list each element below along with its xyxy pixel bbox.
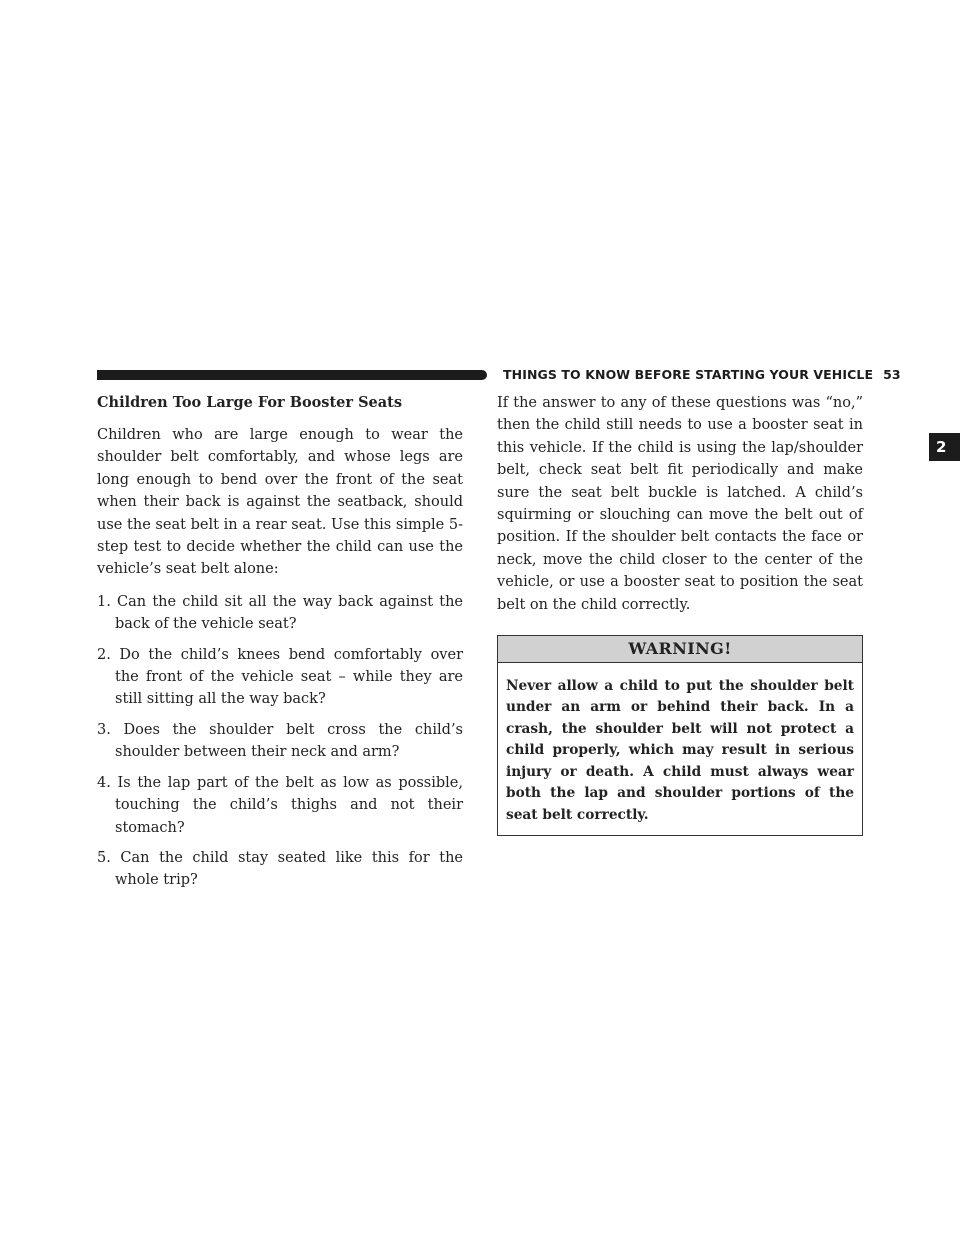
- list-item: 3. Does the shoulder belt cross the child’s shoulder between their neck and arm?: [97, 721, 463, 761]
- left-column: [97, 392, 463, 900]
- header-rule: [97, 370, 487, 380]
- running-header: [503, 366, 901, 384]
- warning-text: Never allow a child to put the shoulder belt under an arm or behind their back. In a crash, the shoulder belt will not protect a child properly, which may result in serious injury or death. A child must always wear both the lap and shoulder portions of the seat belt correctly.: [506, 678, 854, 823]
- section-heading: Children Too Large For Booster Seats: [97, 394, 403, 411]
- warning-title: WARNING!: [498, 636, 862, 663]
- list-item: 2. Do the child’s knees bend comfortably over the front of the vehicle seat – while they are still sitting all the way back?: [97, 646, 463, 708]
- warning-box: [497, 635, 863, 836]
- chapter-tab: 2: [929, 433, 960, 461]
- intro-paragraph: Children who are large enough to wear the shoulder belt comfortably, and whose legs are long enough to bend over the front of the seat when their back is against the seatback, should use the seat belt in a rear seat. Use this simple 5-step test to decide whether the child can use the vehicle’s seat belt alone:: [97, 427, 463, 578]
- answer-paragraph: If the answer to any of these questions was “no,” then the child still needs to use a booster seat in this vehicle. If the child is using the lap/shoulder belt, check seat belt fit periodically and make sure the seat belt buckle is latched. A child’s squirming or slouching can move the belt out of position. If the shoulder belt contacts the face or neck, move the child closer to the center of the vehicle, or use a booster seat to position the seat belt on the child correctly.: [497, 395, 863, 613]
- page-number: 53: [883, 367, 901, 382]
- list-item: 1. Can the child sit all the way back against the back of the vehicle seat?: [97, 593, 463, 633]
- header-title: THINGS TO KNOW BEFORE STARTING YOUR VEHICLE: [503, 367, 874, 382]
- right-column: [497, 392, 863, 836]
- list-item: 5. Can the child stay seated like this for the whole trip?: [97, 849, 463, 889]
- list-item: 4. Is the lap part of the belt as low as possible, touching the child’s thighs and not their stomach?: [97, 774, 463, 836]
- test-question-list: [97, 591, 463, 892]
